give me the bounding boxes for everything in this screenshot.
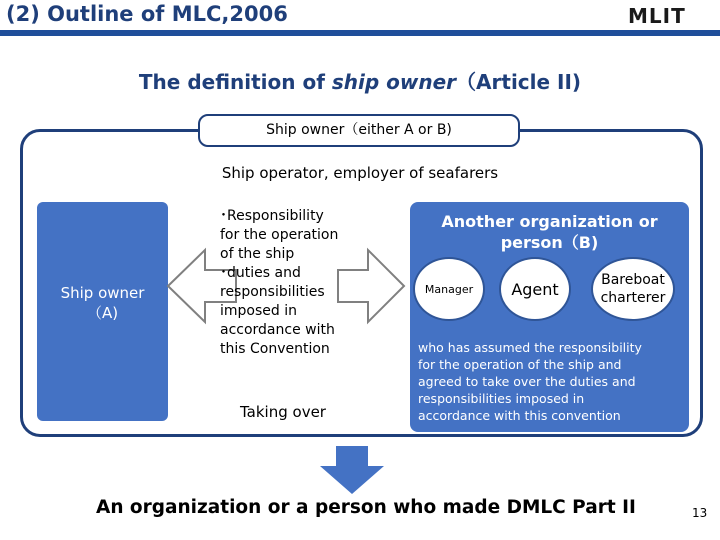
responsibility-text: ･Responsibility for the operation of the ship ･duties and responsibilities imposed in accordance with this Convention <box>220 208 339 357</box>
agent-circle: Agent <box>499 257 571 321</box>
operator-line: Ship operator, employer of seafarers <box>221 164 499 182</box>
down-arrow <box>320 446 384 494</box>
mlit-logo: MLIT <box>628 4 686 28</box>
manager-circle: Manager <box>413 257 485 321</box>
definition-italic: ship owner <box>331 70 457 94</box>
ship-owner-a-label: Ship owner （A) <box>60 284 145 322</box>
bareboat-charterer-circle: Bareboat charterer <box>591 257 675 321</box>
taking-over-label: Taking over <box>240 403 326 421</box>
org-b-description: who has assumed the responsibility for the operation of the ship and agreed to take over the duties and responsibilities imposed in accordance with this convention <box>418 340 642 423</box>
org-b-title: Another organization or person（B) <box>441 212 658 252</box>
slide-title: (2) Outline of MLC,2006 <box>6 2 288 26</box>
definition-title: The definition of ship owner（Article II) <box>138 70 582 94</box>
page-number: 13 <box>692 506 708 520</box>
bottom-statement: An organization or a person who made DMLC Part II <box>96 497 636 518</box>
ship-owner-tab: Ship owner（either A or B) <box>198 114 520 147</box>
